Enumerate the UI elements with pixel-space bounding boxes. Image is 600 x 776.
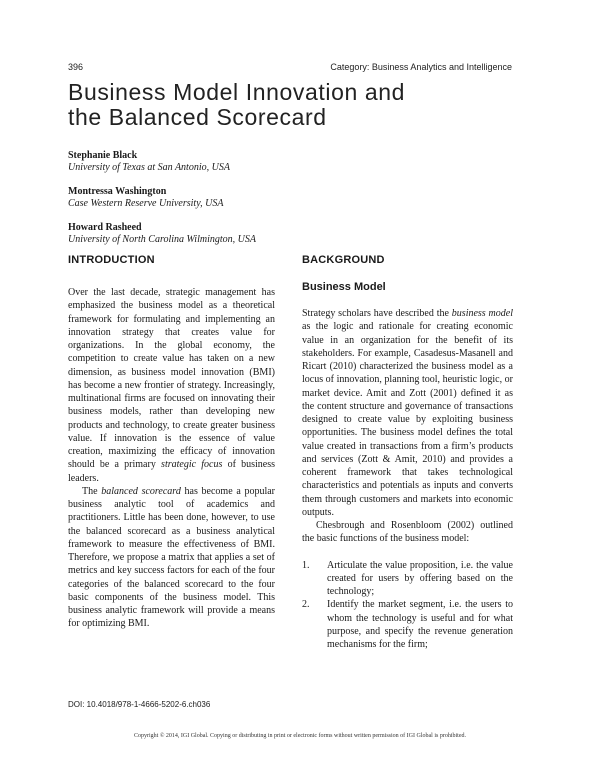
text-run: as the logic and rationale for creating economic value in an organization for the benefit of its stakeholders. For example, Casadesus-Masanell and Ricart (2010) characterized the business model as a locus of innovation, planning tool, heuristic logic, or market device. Amit and Zott (2001) defined it as the content structure and governance of transactions designed to create value by exploiting business opportunities. The business model defines the total value created in transactions from a firm’s products and services (Zott & Amit, 2010) and provides a coherent framework that takes technological characteristics and potentials as inputs and converts them through customers and markets into economic outputs. <box>302 321 513 518</box>
introduction-paragraph <box>68 286 275 485</box>
title-line-2: the Balanced Scorecard <box>68 104 327 130</box>
text-run: The <box>82 485 102 497</box>
author-entry <box>68 222 368 246</box>
list-text: Identify the market segment, i.e. the users to whom the technology is useful and for what purpose, and specify the revenue generation mechanisms for the firm; <box>327 599 513 650</box>
emphasis-text: balanced scorecard <box>101 485 181 497</box>
page-number: 396 <box>68 62 84 72</box>
list-text: Articulate the value proposition, i.e. the value created for users by offering based on the technology; <box>327 559 513 597</box>
author-name: Montressa Washington <box>68 186 167 197</box>
background-paragraph: Chesbrough and Rosenbloom (2002) outlined the basic functions of the business model: <box>302 520 513 545</box>
list-item <box>302 559 513 599</box>
left-column <box>68 254 275 631</box>
paper-title <box>68 80 528 130</box>
introduction-paragraph <box>68 485 275 631</box>
list-item <box>302 598 513 651</box>
text-run: of business leaders. <box>68 459 275 484</box>
author-entry <box>68 150 368 174</box>
author-affiliation: Case Western Reserve University, USA <box>68 198 224 209</box>
author-name: Howard Rasheed <box>68 222 142 233</box>
text-run: Over the last decade, strategic management has emphasized the business model as a theoretical framework for formulating and implementing an innovation strategy that creates value for organizations. In the global economy, the competition to create value has taken on a new dimension, as business model innovation (BMI) has become a new frontier of strategy. Increasingly, multinational firms are focused on innovating their business models, rather than developing new products and technology, to create greater business value. If innovation is the essence of value creation, maximizing the efficacy of innovation should be a primary <box>68 287 275 471</box>
emphasis-text: strategic focus <box>161 459 223 471</box>
title-line-1: Business Model Innovation and <box>68 79 406 105</box>
background-paragraph <box>302 307 513 519</box>
background-heading: BACKGROUND <box>302 254 385 266</box>
author-name: Stephanie Black <box>68 150 138 161</box>
emphasis-text: business model <box>451 308 513 319</box>
copyright-notice: Copyright © 2014, IGI Global. Copying or distributing in print or electronic forms without written permission of IGI Global is prohibited. <box>133 733 466 739</box>
text-run: Strategy scholars have described the <box>302 308 452 319</box>
category-label: Category: Business Analytics and Intelligence <box>330 62 512 72</box>
right-column <box>302 254 513 651</box>
business-model-subheading: Business Model <box>302 281 386 293</box>
author-affiliation: University of North Carolina Wilmington, USA <box>68 234 256 245</box>
introduction-heading: INTRODUCTION <box>68 254 155 266</box>
author-entry <box>68 186 368 210</box>
functions-list <box>302 559 513 652</box>
doi: DOI: 10.4018/978-1-4666-5202-6.ch036 <box>68 700 211 709</box>
list-number: 1. <box>302 559 310 571</box>
author-affiliation: University of Texas at San Antonio, USA <box>68 162 230 173</box>
list-number: 2. <box>302 599 310 611</box>
author-list <box>68 150 368 258</box>
text-run: has become a popular business analytic tool of academics and practitioners. Little has been done, however, to use the balanced scorecard as a business analytical framework to measure the effectiveness of BMI. Therefore, we propose a matrix that applies a set of metrics and key success factors for each of the four categories of the balanced scorecard to the four basic components of the business model. This business analytic framework will provide a means for optimizing BMI. <box>68 485 275 630</box>
